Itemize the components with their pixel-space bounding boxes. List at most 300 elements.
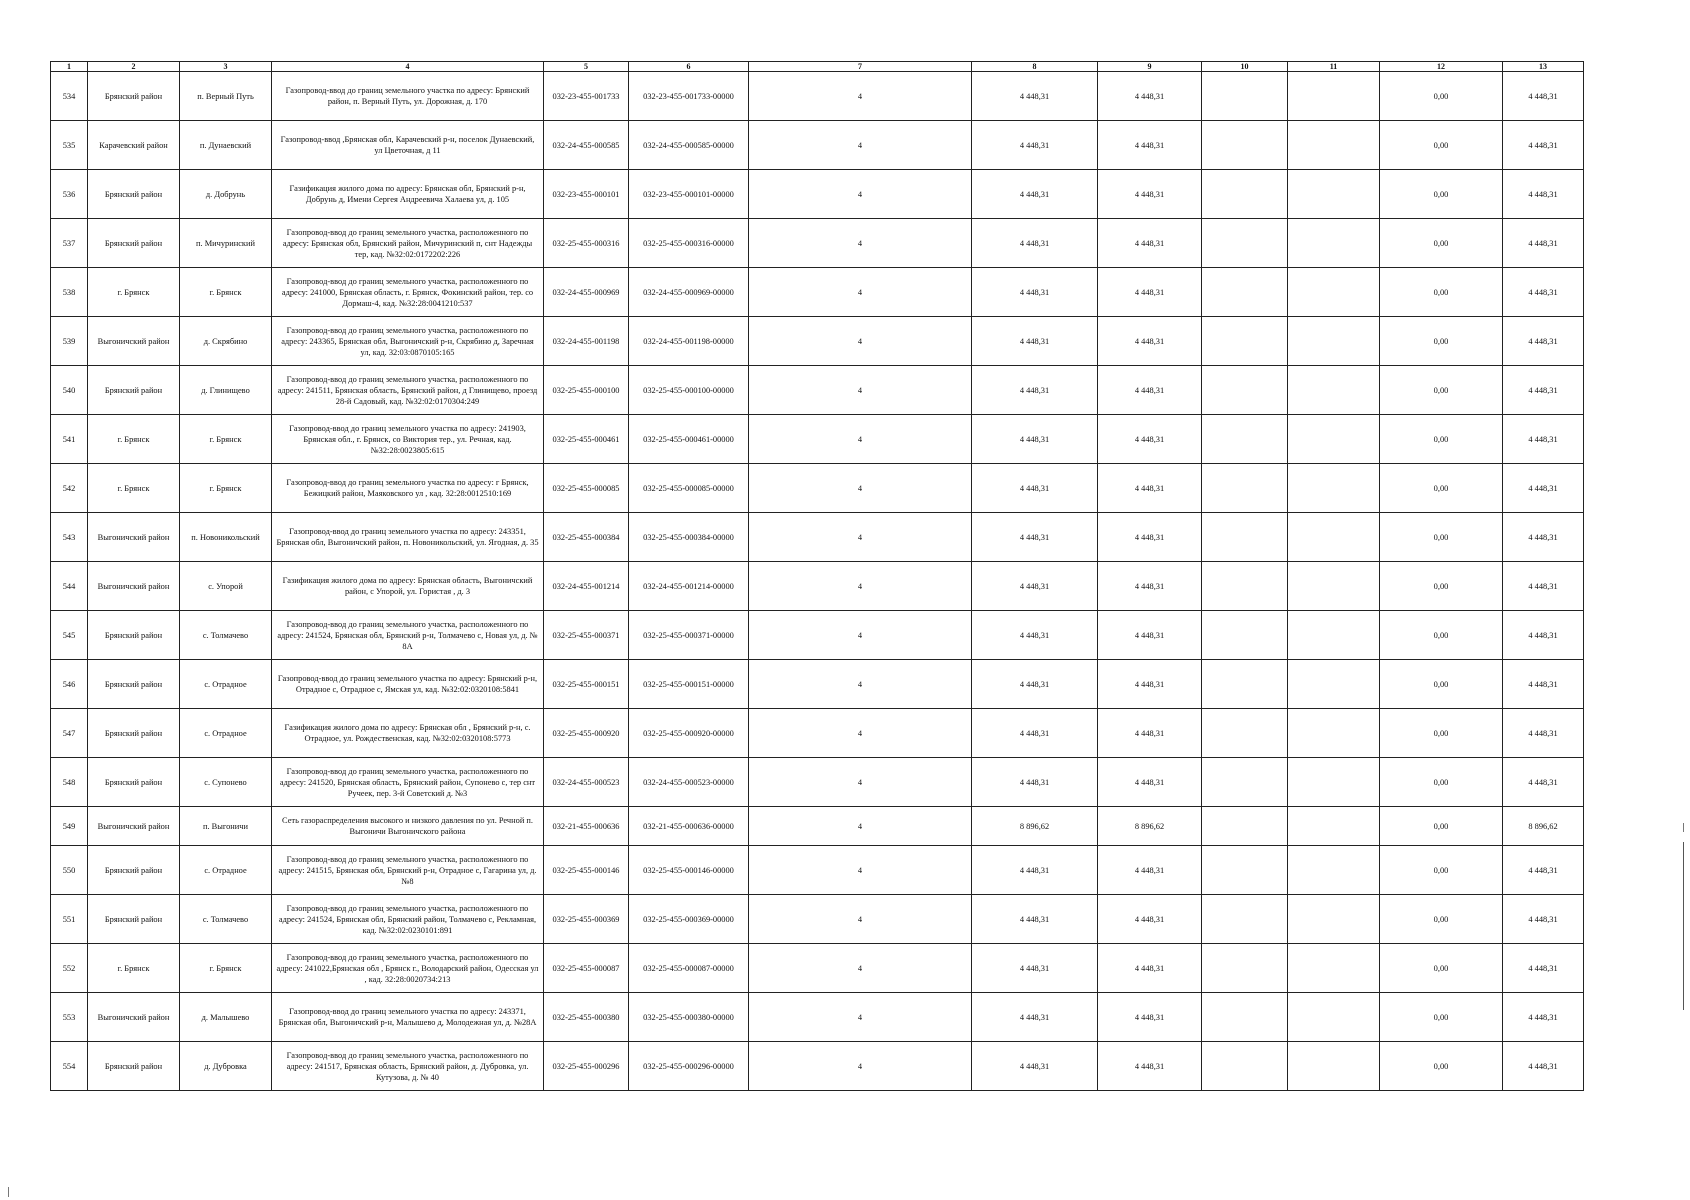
cell-amount-9: 4 448,31 xyxy=(1098,660,1202,709)
cell-col-10 xyxy=(1202,611,1288,660)
column-header-7: 7 xyxy=(749,62,972,72)
cell-amount-12: 0,00 xyxy=(1380,464,1503,513)
cell-amount-9: 4 448,31 xyxy=(1098,170,1202,219)
cell-col-10 xyxy=(1202,415,1288,464)
column-header-9: 9 xyxy=(1098,62,1202,72)
cell-amount-12: 0,00 xyxy=(1380,807,1503,846)
table-row xyxy=(51,807,1584,846)
cell-district: Выгоничский район xyxy=(88,513,180,562)
cell-col-7: 4 xyxy=(749,944,972,993)
cell-amount-13: 4 448,31 xyxy=(1503,170,1584,219)
cell-col-10 xyxy=(1202,944,1288,993)
cell-code-b: 032-24-455-000969-00000 xyxy=(629,268,749,317)
cell-amount-8: 4 448,31 xyxy=(972,317,1098,366)
cell-col-10 xyxy=(1202,846,1288,895)
cell-col-10 xyxy=(1202,709,1288,758)
table-row xyxy=(51,1042,1584,1091)
cell-code-a: 032-23-455-001733 xyxy=(544,72,629,121)
cell-code-a: 032-24-455-000585 xyxy=(544,121,629,170)
table-row xyxy=(51,317,1584,366)
cell-amount-9: 4 448,31 xyxy=(1098,562,1202,611)
cell-object-description: Газопровод-ввод ,Брянская обл, Карачевский р-н, поселок Дунаевский, ул Цветочная, д 11 xyxy=(272,121,544,170)
cell-col-10 xyxy=(1202,366,1288,415)
column-header-4: 4 xyxy=(272,62,544,72)
cell-settlement: д. Малышево xyxy=(180,993,272,1042)
cell-col-11 xyxy=(1288,944,1380,993)
cell-amount-8: 8 896,62 xyxy=(972,807,1098,846)
cell-object-description: Газопровод-ввод до границ земельного участка по адресу: 241903, Брянская обл., г. Брянск, со Виктория тер., ул. Речная, кад. №32:28:0023805:615 xyxy=(272,415,544,464)
cell-amount-9: 4 448,31 xyxy=(1098,993,1202,1042)
cell-amount-12: 0,00 xyxy=(1380,121,1503,170)
cell-col-11 xyxy=(1288,1042,1380,1091)
cell-amount-13: 4 448,31 xyxy=(1503,464,1584,513)
cell-object-description: Газопровод-ввод до границ земельного участка, расположенного по адресу: 243365, Брянская обл, Выгоничский р-н, Скрябино д, Заречная ул, кад. 32:03:0870105:165 xyxy=(272,317,544,366)
cell-col-11 xyxy=(1288,268,1380,317)
table-body xyxy=(51,72,1584,1091)
cell-amount-8: 4 448,31 xyxy=(972,121,1098,170)
cell-col-11 xyxy=(1288,219,1380,268)
cell-code-a: 032-24-455-001214 xyxy=(544,562,629,611)
cell-col-7: 4 xyxy=(749,660,972,709)
cell-code-a: 032-25-455-000384 xyxy=(544,513,629,562)
cell-code-a: 032-25-455-000371 xyxy=(544,611,629,660)
cell-settlement: д. Дубровка xyxy=(180,1042,272,1091)
cell-row-number: 540 xyxy=(51,366,88,415)
cell-settlement: с. Отрадное xyxy=(180,709,272,758)
cell-code-a: 032-25-455-000380 xyxy=(544,993,629,1042)
table-row xyxy=(51,993,1584,1042)
cell-settlement: с. Толмачево xyxy=(180,611,272,660)
cell-settlement: г. Брянск xyxy=(180,268,272,317)
cell-row-number: 545 xyxy=(51,611,88,660)
cell-district: г. Брянск xyxy=(88,944,180,993)
cell-amount-13: 4 448,31 xyxy=(1503,846,1584,895)
cell-code-a: 032-25-455-000087 xyxy=(544,944,629,993)
cell-row-number: 542 xyxy=(51,464,88,513)
cell-col-11 xyxy=(1288,415,1380,464)
cell-code-a: 032-25-455-000146 xyxy=(544,846,629,895)
cell-amount-8: 4 448,31 xyxy=(972,72,1098,121)
cell-amount-13: 4 448,31 xyxy=(1503,513,1584,562)
cell-col-11 xyxy=(1288,807,1380,846)
table-row xyxy=(51,709,1584,758)
cell-col-7: 4 xyxy=(749,709,972,758)
cell-settlement: д. Добрунь xyxy=(180,170,272,219)
cell-col-7: 4 xyxy=(749,464,972,513)
cell-district: Выгоничский район xyxy=(88,562,180,611)
cell-col-10 xyxy=(1202,317,1288,366)
cell-amount-9: 4 448,31 xyxy=(1098,513,1202,562)
data-table xyxy=(50,61,1584,1091)
cell-object-description: Газопровод-ввод до границ земельного участка, расположенного по адресу: 241524, Брянская обл, Брянский район, Толмачево с, Рекламная, кад. №32:02:0230101:891 xyxy=(272,895,544,944)
cell-col-10 xyxy=(1202,219,1288,268)
cell-code-b: 032-24-455-001198-00000 xyxy=(629,317,749,366)
column-header-10: 10 xyxy=(1202,62,1288,72)
cell-col-7: 4 xyxy=(749,807,972,846)
cell-object-description: Газопровод-ввод до границ земельного участка, расположенного по адресу: Брянская обл, Брянский район, Мичуринский п, снт Надежды тер, кад. №32:02:0172202:226 xyxy=(272,219,544,268)
cell-row-number: 544 xyxy=(51,562,88,611)
cell-amount-13: 4 448,31 xyxy=(1503,219,1584,268)
cell-col-11 xyxy=(1288,464,1380,513)
cell-col-10 xyxy=(1202,121,1288,170)
table-row xyxy=(51,464,1584,513)
cell-amount-9: 4 448,31 xyxy=(1098,709,1202,758)
cell-amount-8: 4 448,31 xyxy=(972,758,1098,807)
cell-code-b: 032-25-455-000296-00000 xyxy=(629,1042,749,1091)
table-row xyxy=(51,170,1584,219)
cell-object-description: Газопровод-ввод до границ земельного участка, расположенного по адресу: 241511, Брянская область, Брянский район, д Глинищево, проезд 28-й Садовый, кад. №32:02:0170304:249 xyxy=(272,366,544,415)
cell-col-7: 4 xyxy=(749,219,972,268)
table-row xyxy=(51,415,1584,464)
cell-amount-12: 0,00 xyxy=(1380,895,1503,944)
table-row xyxy=(51,562,1584,611)
cell-code-b: 032-25-455-000087-00000 xyxy=(629,944,749,993)
cell-amount-12: 0,00 xyxy=(1380,415,1503,464)
cell-district: Брянский район xyxy=(88,709,180,758)
cell-col-7: 4 xyxy=(749,758,972,807)
cell-col-11 xyxy=(1288,317,1380,366)
cell-code-a: 032-23-455-000101 xyxy=(544,170,629,219)
cell-amount-13: 4 448,31 xyxy=(1503,895,1584,944)
cell-code-b: 032-23-455-001733-00000 xyxy=(629,72,749,121)
cell-settlement: д. Скрябино xyxy=(180,317,272,366)
cell-district: Брянский район xyxy=(88,846,180,895)
cell-settlement: с. Толмачево xyxy=(180,895,272,944)
cell-col-10 xyxy=(1202,758,1288,807)
cell-amount-9: 4 448,31 xyxy=(1098,944,1202,993)
cell-col-11 xyxy=(1288,895,1380,944)
cell-object-description: Газопровод-ввод до границ земельного участка, расположенного по адресу: 241022,Брянская обл , Брянск г., Володарский район, Одесская ул , кад. 32:28:0020734:213 xyxy=(272,944,544,993)
cell-row-number: 546 xyxy=(51,660,88,709)
cell-amount-12: 0,00 xyxy=(1380,660,1503,709)
cell-amount-13: 4 448,31 xyxy=(1503,317,1584,366)
cell-row-number: 554 xyxy=(51,1042,88,1091)
cell-amount-8: 4 448,31 xyxy=(972,415,1098,464)
cell-amount-8: 4 448,31 xyxy=(972,366,1098,415)
cell-code-b: 032-25-455-000369-00000 xyxy=(629,895,749,944)
cell-code-b: 032-25-455-000146-00000 xyxy=(629,846,749,895)
cell-col-11 xyxy=(1288,72,1380,121)
column-header-3: 3 xyxy=(180,62,272,72)
cell-code-b: 032-21-455-000636-00000 xyxy=(629,807,749,846)
cell-settlement: п. Верный Путь xyxy=(180,72,272,121)
cell-amount-8: 4 448,31 xyxy=(972,944,1098,993)
cell-settlement: г. Брянск xyxy=(180,415,272,464)
cell-object-description: Газопровод-ввод до границ земельного участка, расположенного по адресу: 241517, Брянская область, Брянский район, д. Дубровка, ул. Кутузова, д. № 40 xyxy=(272,1042,544,1091)
cell-object-description: Газопровод-ввод до границ земельного участка по адресу: Брянский район, п. Верный Путь, ул. Дорожная, д. 170 xyxy=(272,72,544,121)
cell-amount-8: 4 448,31 xyxy=(972,611,1098,660)
cell-amount-13: 4 448,31 xyxy=(1503,415,1584,464)
cell-col-7: 4 xyxy=(749,366,972,415)
cell-col-7: 4 xyxy=(749,415,972,464)
cell-district: Брянский район xyxy=(88,72,180,121)
cell-object-description: Газопровод-ввод до границ земельного участка по адресу: 243371, Брянская обл, Выгоничский р-н, Малышево д, Молодежная ул, д. №28А xyxy=(272,993,544,1042)
cell-code-b: 032-24-455-000523-00000 xyxy=(629,758,749,807)
cell-object-description: Газопровод-ввод до границ земельного участка, расположенного по адресу: 241000, Брянская область, г. Брянск, Фокинский район, тер. со Дормаш-4, кад. №32:28:0041210:537 xyxy=(272,268,544,317)
cell-settlement: с. Супонево xyxy=(180,758,272,807)
header-row xyxy=(51,62,1584,72)
cell-code-a: 032-25-455-000151 xyxy=(544,660,629,709)
cell-object-description: Газопровод-ввод до границ земельного участка по адресу: Брянский р-н, Отрадное с, Отрадное с, Ямская ул, кад. №32:02:0320108:5841 xyxy=(272,660,544,709)
cell-row-number: 538 xyxy=(51,268,88,317)
cell-amount-9: 4 448,31 xyxy=(1098,317,1202,366)
cell-district: Брянский район xyxy=(88,758,180,807)
cell-object-description: Газификация жилого дома по адресу: Брянская область, Выгоничский район, с Упорой, ул. Гористая , д. 3 xyxy=(272,562,544,611)
cell-amount-9: 4 448,31 xyxy=(1098,611,1202,660)
cell-amount-12: 0,00 xyxy=(1380,72,1503,121)
cell-settlement: г. Брянск xyxy=(180,944,272,993)
cell-code-a: 032-25-455-000461 xyxy=(544,415,629,464)
cell-code-b: 032-25-455-000371-00000 xyxy=(629,611,749,660)
cell-col-7: 4 xyxy=(749,121,972,170)
cell-col-11 xyxy=(1288,562,1380,611)
cell-amount-9: 4 448,31 xyxy=(1098,1042,1202,1091)
cell-amount-8: 4 448,31 xyxy=(972,993,1098,1042)
table-row xyxy=(51,72,1584,121)
cell-district: Выгоничский район xyxy=(88,317,180,366)
cell-code-a: 032-24-455-001198 xyxy=(544,317,629,366)
cell-amount-13: 4 448,31 xyxy=(1503,758,1584,807)
cell-amount-8: 4 448,31 xyxy=(972,1042,1098,1091)
cell-amount-13: 4 448,31 xyxy=(1503,72,1584,121)
cell-code-a: 032-25-455-000369 xyxy=(544,895,629,944)
cell-district: Брянский район xyxy=(88,219,180,268)
cell-col-7: 4 xyxy=(749,317,972,366)
cell-col-11 xyxy=(1288,366,1380,415)
cell-object-description: Газопровод-ввод до границ земельного участка, расположенного по адресу: 241515, Брянская обл, Брянский р-н, Отрадное с, Гагарина ул, д. №8 xyxy=(272,846,544,895)
cell-amount-8: 4 448,31 xyxy=(972,268,1098,317)
table-row xyxy=(51,121,1584,170)
cell-col-7: 4 xyxy=(749,562,972,611)
cell-col-7: 4 xyxy=(749,513,972,562)
cell-row-number: 548 xyxy=(51,758,88,807)
cell-settlement: п. Дунаевский xyxy=(180,121,272,170)
cell-amount-13: 4 448,31 xyxy=(1503,562,1584,611)
cell-col-11 xyxy=(1288,611,1380,660)
cell-col-10 xyxy=(1202,993,1288,1042)
cell-code-a: 032-25-455-000920 xyxy=(544,709,629,758)
cell-object-description: Газопровод-ввод до границ земельного участка по адресу: г Брянск, Бежицкий район, Маяковского ул , кад. 32:28:0012510:169 xyxy=(272,464,544,513)
cell-amount-8: 4 448,31 xyxy=(972,660,1098,709)
cell-code-a: 032-25-455-000296 xyxy=(544,1042,629,1091)
table-row xyxy=(51,611,1584,660)
cell-amount-9: 4 448,31 xyxy=(1098,219,1202,268)
table-row xyxy=(51,846,1584,895)
cell-code-b: 032-23-455-000101-00000 xyxy=(629,170,749,219)
cell-object-description: Сеть газораспределения высокого и низкого давления по ул. Речной п. Выгоничи Выгоничского района xyxy=(272,807,544,846)
cell-row-number: 551 xyxy=(51,895,88,944)
cell-col-11 xyxy=(1288,170,1380,219)
cell-district: г. Брянск xyxy=(88,415,180,464)
table-row xyxy=(51,513,1584,562)
cell-amount-12: 0,00 xyxy=(1380,758,1503,807)
cell-amount-12: 0,00 xyxy=(1380,317,1503,366)
cell-amount-13: 4 448,31 xyxy=(1503,268,1584,317)
cell-amount-12: 0,00 xyxy=(1380,611,1503,660)
cell-settlement: д. Глинищево xyxy=(180,366,272,415)
table-row xyxy=(51,660,1584,709)
table-row xyxy=(51,366,1584,415)
cell-amount-12: 0,00 xyxy=(1380,170,1503,219)
cell-object-description: Газопровод-ввод до границ земельного участка, расположенного по адресу: 241520, Брянская область, Брянский район, Супонево с, тер снт Ручеек, пер. 3-й Советский д. №3 xyxy=(272,758,544,807)
cell-amount-12: 0,00 xyxy=(1380,562,1503,611)
column-header-12: 12 xyxy=(1380,62,1503,72)
cell-col-7: 4 xyxy=(749,170,972,219)
cell-row-number: 537 xyxy=(51,219,88,268)
cell-amount-9: 4 448,31 xyxy=(1098,121,1202,170)
cell-row-number: 547 xyxy=(51,709,88,758)
cell-amount-9: 8 896,62 xyxy=(1098,807,1202,846)
cell-amount-9: 4 448,31 xyxy=(1098,366,1202,415)
cell-code-b: 032-24-455-001214-00000 xyxy=(629,562,749,611)
table-row xyxy=(51,268,1584,317)
cell-settlement: п. Новоникольский xyxy=(180,513,272,562)
cell-district: Брянский район xyxy=(88,660,180,709)
cell-amount-12: 0,00 xyxy=(1380,1042,1503,1091)
table-row xyxy=(51,758,1584,807)
cell-amount-13: 4 448,31 xyxy=(1503,993,1584,1042)
cell-col-7: 4 xyxy=(749,846,972,895)
cell-col-11 xyxy=(1288,121,1380,170)
cell-amount-13: 4 448,31 xyxy=(1503,709,1584,758)
cell-col-10 xyxy=(1202,895,1288,944)
cell-row-number: 552 xyxy=(51,944,88,993)
cell-amount-8: 4 448,31 xyxy=(972,709,1098,758)
cell-district: г. Брянск xyxy=(88,464,180,513)
cell-object-description: Газопровод-ввод до границ земельного участка по адресу: 243351, Брянская обл, Выгоничский район, п. Новоникольский, ул. Ягодная, д. 35 xyxy=(272,513,544,562)
cell-settlement: с. Отрадное xyxy=(180,660,272,709)
cell-amount-12: 0,00 xyxy=(1380,366,1503,415)
cell-col-11 xyxy=(1288,846,1380,895)
cell-code-b: 032-25-455-000085-00000 xyxy=(629,464,749,513)
cell-col-10 xyxy=(1202,1042,1288,1091)
cell-amount-8: 4 448,31 xyxy=(972,562,1098,611)
cell-row-number: 541 xyxy=(51,415,88,464)
cell-col-10 xyxy=(1202,513,1288,562)
cell-code-a: 032-24-455-000523 xyxy=(544,758,629,807)
cell-amount-13: 4 448,31 xyxy=(1503,944,1584,993)
cell-col-10 xyxy=(1202,72,1288,121)
cell-amount-9: 4 448,31 xyxy=(1098,464,1202,513)
cell-code-b: 032-25-455-000920-00000 xyxy=(629,709,749,758)
cell-district: Карачевский район xyxy=(88,121,180,170)
cell-row-number: 543 xyxy=(51,513,88,562)
cell-code-b: 032-25-455-000384-00000 xyxy=(629,513,749,562)
right-margin-tick xyxy=(1683,823,1684,832)
cell-settlement: с. Упорой xyxy=(180,562,272,611)
cell-amount-12: 0,00 xyxy=(1380,268,1503,317)
table-row xyxy=(51,944,1584,993)
cell-row-number: 553 xyxy=(51,993,88,1042)
cell-code-a: 032-24-455-000969 xyxy=(544,268,629,317)
cell-code-a: 032-25-455-000100 xyxy=(544,366,629,415)
cell-col-7: 4 xyxy=(749,268,972,317)
cell-col-11 xyxy=(1288,709,1380,758)
cell-code-b: 032-24-455-000585-00000 xyxy=(629,121,749,170)
cell-settlement: п. Мичуринский xyxy=(180,219,272,268)
column-header-2: 2 xyxy=(88,62,180,72)
cell-col-7: 4 xyxy=(749,895,972,944)
cell-col-10 xyxy=(1202,562,1288,611)
cell-amount-8: 4 448,31 xyxy=(972,170,1098,219)
left-margin-tick xyxy=(8,1187,9,1197)
cell-amount-9: 4 448,31 xyxy=(1098,415,1202,464)
cell-col-7: 4 xyxy=(749,1042,972,1091)
cell-object-description: Газификация жилого дома по адресу: Брянская обл , Брянский р-н, с. Отрадное, ул. Рождественская, кад. №32:02:0320108:5773 xyxy=(272,709,544,758)
cell-row-number: 549 xyxy=(51,807,88,846)
column-header-6: 6 xyxy=(629,62,749,72)
cell-col-11 xyxy=(1288,993,1380,1042)
cell-col-10 xyxy=(1202,268,1288,317)
cell-amount-12: 0,00 xyxy=(1380,993,1503,1042)
cell-col-10 xyxy=(1202,660,1288,709)
cell-col-11 xyxy=(1288,660,1380,709)
cell-district: Выгоничский район xyxy=(88,807,180,846)
table-row xyxy=(51,895,1584,944)
cell-amount-9: 4 448,31 xyxy=(1098,846,1202,895)
cell-row-number: 536 xyxy=(51,170,88,219)
cell-row-number: 539 xyxy=(51,317,88,366)
column-header-8: 8 xyxy=(972,62,1098,72)
column-header-5: 5 xyxy=(544,62,629,72)
cell-district: Выгоничский район xyxy=(88,993,180,1042)
right-margin-line xyxy=(1683,842,1684,1010)
cell-code-b: 032-25-455-000100-00000 xyxy=(629,366,749,415)
cell-amount-12: 0,00 xyxy=(1380,709,1503,758)
cell-amount-8: 4 448,31 xyxy=(972,846,1098,895)
cell-amount-13: 4 448,31 xyxy=(1503,660,1584,709)
column-header-13: 13 xyxy=(1503,62,1584,72)
cell-district: г. Брянск xyxy=(88,268,180,317)
cell-district: Брянский район xyxy=(88,170,180,219)
cell-amount-13: 4 448,31 xyxy=(1503,366,1584,415)
cell-col-10 xyxy=(1202,170,1288,219)
cell-amount-9: 4 448,31 xyxy=(1098,758,1202,807)
cell-code-a: 032-25-455-000316 xyxy=(544,219,629,268)
cell-district: Брянский район xyxy=(88,895,180,944)
cell-amount-8: 4 448,31 xyxy=(972,895,1098,944)
cell-settlement: г. Брянск xyxy=(180,464,272,513)
cell-amount-13: 8 896,62 xyxy=(1503,807,1584,846)
cell-amount-13: 4 448,31 xyxy=(1503,121,1584,170)
cell-district: Брянский район xyxy=(88,1042,180,1091)
cell-col-7: 4 xyxy=(749,611,972,660)
cell-amount-12: 0,00 xyxy=(1380,846,1503,895)
column-header-11: 11 xyxy=(1288,62,1380,72)
table-row xyxy=(51,219,1584,268)
cell-amount-9: 4 448,31 xyxy=(1098,895,1202,944)
cell-code-b: 032-25-455-000380-00000 xyxy=(629,993,749,1042)
cell-amount-8: 4 448,31 xyxy=(972,219,1098,268)
cell-amount-12: 0,00 xyxy=(1380,219,1503,268)
cell-col-11 xyxy=(1288,758,1380,807)
cell-col-10 xyxy=(1202,464,1288,513)
cell-amount-12: 0,00 xyxy=(1380,513,1503,562)
cell-code-b: 032-25-455-000316-00000 xyxy=(629,219,749,268)
cell-col-10 xyxy=(1202,807,1288,846)
cell-district: Брянский район xyxy=(88,366,180,415)
column-header-1: 1 xyxy=(51,62,88,72)
cell-row-number: 534 xyxy=(51,72,88,121)
cell-object-description: Газификация жилого дома по адресу: Брянская обл, Брянский р-н, Добрунь д, Имени Сергея Андреевича Халаева ул, д. 105 xyxy=(272,170,544,219)
cell-code-b: 032-25-455-000461-00000 xyxy=(629,415,749,464)
cell-col-11 xyxy=(1288,513,1380,562)
cell-row-number: 535 xyxy=(51,121,88,170)
cell-code-a: 032-21-455-000636 xyxy=(544,807,629,846)
cell-settlement: п. Выгоничи xyxy=(180,807,272,846)
cell-amount-13: 4 448,31 xyxy=(1503,611,1584,660)
cell-code-b: 032-25-455-000151-00000 xyxy=(629,660,749,709)
